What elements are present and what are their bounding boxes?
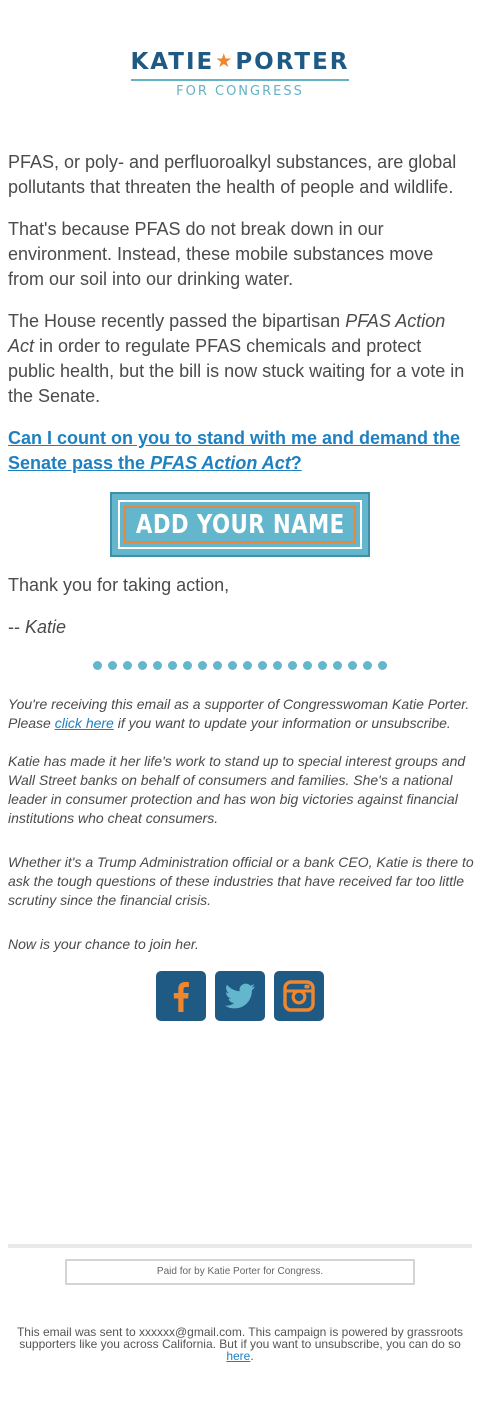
- signature: -- Katie: [8, 617, 67, 637]
- twitter-icon: [215, 971, 265, 1021]
- button-inner-frame: [118, 500, 362, 549]
- logo-wordmark: [0, 48, 480, 77]
- unsubscribe-link[interactable]: here: [226, 1349, 251, 1363]
- divider-dot: [288, 661, 297, 670]
- logo-divider: [131, 79, 349, 81]
- add-your-name-button-wrap: [110, 492, 370, 557]
- add-your-name-label: ADD YOUR NAME: [135, 509, 345, 540]
- add-your-name-button[interactable]: [110, 492, 370, 557]
- button-accent-frame: [124, 506, 356, 543]
- logo-subtitle: FOR CONGRESS: [176, 84, 304, 99]
- thanks-text: Thank you for taking action,: [8, 575, 230, 595]
- instagram-icon: [274, 971, 324, 1021]
- social-links: [0, 971, 480, 1021]
- footer-divider: [8, 1244, 472, 1248]
- divider-dot: [198, 661, 207, 670]
- campaign-logo: [0, 48, 480, 100]
- divider-dot: [273, 661, 282, 670]
- divider-dot: [93, 661, 102, 670]
- divider-dot: [348, 661, 357, 670]
- divider-dot: [243, 661, 252, 670]
- divider-dot: [228, 661, 237, 670]
- divider-dot: [213, 661, 222, 670]
- divider-dot: [108, 661, 117, 670]
- dotted-divider: [0, 661, 480, 670]
- footer-tough-questions: Whether it's a Trump Administration official or a bank CEO, Katie is there to ask the tough questions of these industries that have received far too little scrutiny since the financial crisis.: [8, 854, 474, 908]
- bill-name: PFAS Action Act: [8, 311, 446, 356]
- instagram-button[interactable]: [274, 971, 324, 1021]
- cta-link[interactable]: Can I count on you to stand with me and demand the Senate pass the PFAS Action Act?: [8, 428, 461, 473]
- divider-dot: [183, 661, 192, 670]
- divider-dot: [318, 661, 327, 670]
- divider-dot: [363, 661, 372, 670]
- paragraph-pfas-intro: PFAS, or poly- and perfluoroalkyl substances, are global pollutants that threaten the health of people and wildlife.: [8, 152, 457, 197]
- twitter-button[interactable]: [215, 971, 265, 1021]
- signoff: [8, 573, 472, 657]
- footer-message: [8, 695, 474, 973]
- logo-name-right: PORTER: [235, 49, 350, 75]
- divider-dot: [153, 661, 162, 670]
- footer-about-katie: Katie has made it her life's work to stand up to special interest groups and Wall Street banks on behalf of consumers and families. She's a national leader in consumer protection and has won big victories against financial institutions who cheat consumers.: [8, 753, 466, 826]
- footer-join-her: Now is your chance to join her.: [8, 936, 199, 952]
- divider-dot: [378, 661, 387, 670]
- email-body: [8, 150, 472, 493]
- facebook-icon: [156, 971, 206, 1021]
- divider-dot: [258, 661, 267, 670]
- paragraph-pfas-environment: That's because PFAS do not break down in our environment. Instead, these mobile substances move from our soil into our drinking water.: [8, 219, 434, 289]
- click-here-link[interactable]: click here: [54, 715, 114, 731]
- paid-for-disclaimer: Paid for by Katie Porter for Congress.: [65, 1259, 415, 1285]
- signature-name: Katie: [25, 617, 67, 637]
- facebook-button[interactable]: [156, 971, 206, 1021]
- paragraph-house-passed: The House recently passed the bipartisan PFAS Action Act in order to regulate PFAS chemicals and protect public health, but the bill is now stuck waiting for a vote in the Senate.: [8, 311, 465, 406]
- star-icon: ★: [215, 50, 235, 72]
- divider-dot: [138, 661, 147, 670]
- divider-dot: [333, 661, 342, 670]
- divider-dot: [168, 661, 177, 670]
- logo-name-left: KATIE: [130, 49, 215, 75]
- unsubscribe-notice: This email was sent to xxxxxx@gmail.com. This campaign is powered by grassroots supporters like you across California. But if you want to unsubscribe, you can do so here.: [16, 1325, 464, 1363]
- footer-supporter-notice: You're receiving this email as a supporter of Congresswoman Katie Porter. Please click here if you want to update your information or unsubscribe.: [8, 696, 470, 731]
- divider-dot: [303, 661, 312, 670]
- divider-dot: [123, 661, 132, 670]
